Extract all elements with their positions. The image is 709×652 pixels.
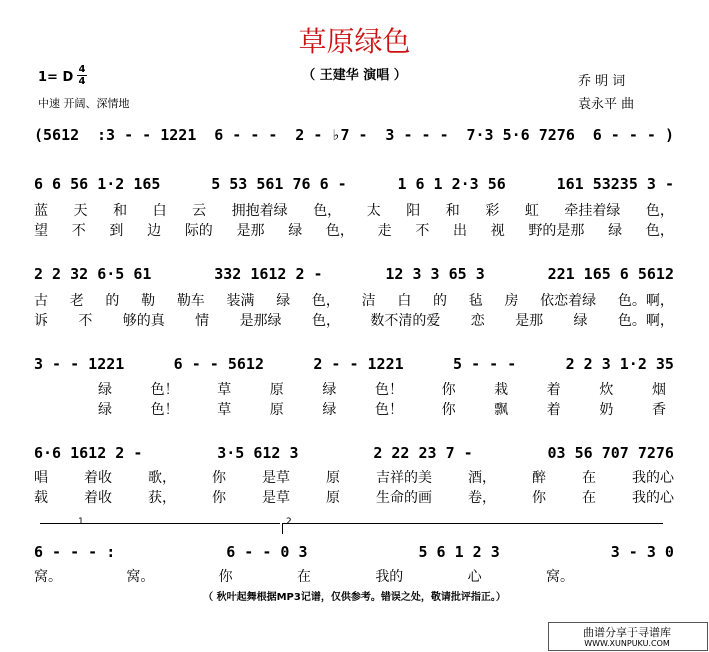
lyric: 卷， bbox=[468, 490, 496, 506]
lyric-line bbox=[34, 489, 674, 507]
lyric: 窝。 bbox=[545, 569, 574, 585]
lyric: 色， bbox=[311, 313, 340, 329]
lyric: 蓝 bbox=[34, 203, 48, 219]
lyric: 色， bbox=[645, 203, 674, 219]
lyric: 我的心 bbox=[632, 470, 674, 486]
tempo-marking: 中速 开阔、深情地 bbox=[38, 97, 130, 110]
lyric: 色， bbox=[325, 223, 354, 239]
lyric: 吉祥的美 bbox=[376, 470, 432, 486]
lyric: 不 bbox=[71, 223, 86, 239]
volta-number-2: 2 bbox=[286, 517, 292, 527]
lyric: 我的心 bbox=[632, 490, 674, 506]
lyric: 原 bbox=[269, 402, 284, 418]
composer-credit: 袁永平 曲 bbox=[578, 97, 635, 112]
lyric: 是那 bbox=[236, 223, 265, 239]
measure: 3·5 612 3 bbox=[217, 444, 299, 462]
measure: 12 3 3 65 3 bbox=[385, 265, 485, 283]
measure: 221 165 6 5612 bbox=[547, 265, 674, 283]
lyric: 云 bbox=[192, 203, 207, 219]
lyric: 装满 bbox=[226, 293, 255, 309]
lyric: 着收 bbox=[84, 470, 112, 486]
lyric-line bbox=[34, 469, 674, 487]
lyric: 诉 bbox=[34, 313, 48, 329]
lyric: 窝。 bbox=[34, 569, 62, 585]
lyric: 绿 bbox=[276, 293, 291, 309]
lyric: 你 bbox=[441, 382, 456, 398]
lyric: 绿 bbox=[322, 402, 337, 418]
lyric: 香 bbox=[651, 402, 666, 418]
lyric: 边 bbox=[147, 223, 162, 239]
volta-number-1: 1 bbox=[78, 517, 84, 527]
measure: 03 56 707 7276 bbox=[547, 444, 674, 462]
lyric: 房 bbox=[504, 293, 519, 309]
lyric: 出 bbox=[453, 223, 468, 239]
lyric: 和 bbox=[113, 203, 128, 219]
lyric: 够的真 bbox=[122, 313, 165, 329]
lyric-line bbox=[34, 222, 674, 240]
volta-bracket-1 bbox=[40, 523, 280, 534]
lyric: 老 bbox=[69, 293, 84, 309]
lyric: 生命的画 bbox=[376, 490, 432, 506]
lyric: 是草 bbox=[262, 470, 290, 486]
measure: 6 - - 5612 bbox=[173, 355, 264, 373]
lyric: 你 bbox=[218, 569, 233, 585]
singer-line: （ 王建华 演唱 ） bbox=[302, 68, 407, 83]
lyric: 色， bbox=[311, 293, 340, 309]
notation-line-4 bbox=[34, 355, 674, 373]
time-top: 4 bbox=[78, 64, 86, 75]
lyric: 色！ bbox=[374, 402, 403, 418]
lyric: 数不清的爱 bbox=[370, 313, 441, 329]
lyric: 唱 bbox=[34, 470, 48, 486]
notation-line-6 bbox=[34, 543, 674, 561]
lyric: 勒车 bbox=[176, 293, 205, 309]
lyric: 白 bbox=[397, 293, 412, 309]
lyric: 不 bbox=[415, 223, 430, 239]
watermark-site: 曲谱分享于寻谱库 bbox=[583, 626, 671, 639]
lyric: 醉 bbox=[532, 470, 546, 486]
lyric: 天 bbox=[73, 203, 88, 219]
lyric: 和 bbox=[445, 203, 460, 219]
measure: 5 53 561 76 6 - bbox=[211, 175, 347, 193]
lyric: 是草 bbox=[262, 490, 290, 506]
time-signature bbox=[77, 64, 87, 87]
measure: 5 6 1 2 3 bbox=[418, 543, 500, 561]
measure: 3 - 3 0 bbox=[610, 543, 674, 561]
measure: 2 2 3 1·2 35 bbox=[565, 355, 674, 373]
lyric-line bbox=[98, 381, 666, 399]
lyric-line bbox=[34, 202, 674, 220]
lyric-line bbox=[98, 401, 666, 419]
measure: 2 22 23 7 - bbox=[373, 444, 473, 462]
lyric: 的 bbox=[433, 293, 448, 309]
lyric: 你 bbox=[441, 402, 456, 418]
lyric: 野的是那 bbox=[528, 223, 585, 239]
measure: 2 - - 1221 bbox=[313, 355, 404, 373]
lyric-line bbox=[34, 568, 574, 586]
measure: 161 53235 3 - bbox=[556, 175, 674, 193]
key-signature: 1= D bbox=[38, 70, 74, 85]
lyric: 你 bbox=[212, 490, 226, 506]
lyric: 色。啊， bbox=[617, 293, 674, 309]
measure: 6·6 1612 2 - bbox=[34, 444, 143, 462]
measure: 332 1612 2 - bbox=[214, 265, 323, 283]
lyric: 到 bbox=[109, 223, 124, 239]
lyric: 走 bbox=[377, 223, 392, 239]
lyric: 的 bbox=[105, 293, 120, 309]
measure: 6 6 56 1·2 165 bbox=[34, 175, 161, 193]
volta-bracket-2 bbox=[282, 523, 663, 534]
lyric: 原 bbox=[326, 490, 340, 506]
measure: 1 6 1 2·3 56 bbox=[397, 175, 506, 193]
notation-line-2 bbox=[34, 175, 674, 193]
lyric: 绿 bbox=[98, 382, 112, 398]
lyric: 彩 bbox=[485, 203, 500, 219]
lyric: 草 bbox=[217, 402, 232, 418]
lyric: 载 bbox=[34, 490, 48, 506]
lyric: 获， bbox=[148, 490, 176, 506]
lyric: 望 bbox=[34, 223, 48, 239]
time-bottom: 4 bbox=[78, 76, 86, 87]
measure: (5612 bbox=[34, 126, 80, 144]
lyric-line bbox=[34, 292, 674, 310]
lyric: 情 bbox=[195, 313, 210, 329]
lyric: 在 bbox=[582, 490, 596, 506]
lyric: 太 bbox=[366, 203, 381, 219]
lyric: 飘 bbox=[494, 402, 509, 418]
measure: 6 - - 0 3 bbox=[226, 543, 308, 561]
notation-line-1 bbox=[34, 126, 674, 144]
lyric: 绿 bbox=[98, 402, 112, 418]
lyric: 是那绿 bbox=[239, 313, 282, 329]
lyric: 我的 bbox=[375, 569, 404, 585]
lyric: 色。啊， bbox=[617, 313, 674, 329]
measure: 2 - ♭7 - bbox=[295, 126, 368, 144]
lyric: 色！ bbox=[150, 382, 179, 398]
lyric: 色， bbox=[645, 223, 674, 239]
lyricist-credit: 乔 明 词 bbox=[578, 74, 626, 89]
measure: :3 - - 1221 bbox=[97, 126, 197, 144]
watermark-url: WWW.XUNPUKU.COM bbox=[584, 639, 670, 648]
lyric: 原 bbox=[269, 382, 284, 398]
lyric: 绿 bbox=[288, 223, 303, 239]
lyric: 色！ bbox=[374, 382, 403, 398]
lyric: 毡 bbox=[468, 293, 483, 309]
lyric: 歌， bbox=[148, 470, 176, 486]
lyric: 在 bbox=[296, 569, 311, 585]
lyric: 际的 bbox=[184, 223, 213, 239]
lyric: 视 bbox=[490, 223, 505, 239]
lyric: 酒， bbox=[468, 470, 496, 486]
lyric: 原 bbox=[326, 470, 340, 486]
lyric: 勒 bbox=[141, 293, 156, 309]
lyric: 色！ bbox=[150, 402, 179, 418]
measure: 2 2 32 6·5 61 bbox=[34, 265, 152, 283]
notation-line-5 bbox=[34, 444, 674, 462]
lyric: 在 bbox=[582, 470, 596, 486]
lyric: 牵挂着绿 bbox=[564, 203, 621, 219]
lyric: 拥抱着绿 bbox=[231, 203, 288, 219]
lyric: 绿 bbox=[573, 313, 588, 329]
lyric-line bbox=[34, 312, 674, 330]
notation-line-3 bbox=[34, 265, 674, 283]
lyric: 着 bbox=[546, 382, 561, 398]
lyric: 着 bbox=[546, 402, 561, 418]
lyric: 白 bbox=[152, 203, 167, 219]
lyric: 阳 bbox=[406, 203, 421, 219]
lyric: 栽 bbox=[494, 382, 509, 398]
lyric: 恋 bbox=[470, 313, 485, 329]
lyric: 草 bbox=[217, 382, 232, 398]
measure: 3 - - - bbox=[385, 126, 449, 144]
lyric: 洁 bbox=[361, 293, 376, 309]
measure: 3 - - 1221 bbox=[34, 355, 125, 373]
lyric: 古 bbox=[34, 293, 48, 309]
lyric: 烟 bbox=[651, 382, 666, 398]
measure: 6 - - - : bbox=[34, 543, 116, 561]
lyric: 炊 bbox=[599, 382, 614, 398]
lyric: 虹 bbox=[524, 203, 539, 219]
transcription-note: （ 秋叶起舞根据MP3记谱，仅供参考。错误之处，敬请批评指正。） bbox=[203, 592, 506, 603]
lyric: 奶 bbox=[599, 402, 614, 418]
lyric: 绿 bbox=[322, 382, 337, 398]
lyric: 窝。 bbox=[126, 569, 155, 585]
lyric: 绿 bbox=[608, 223, 623, 239]
lyric: 不 bbox=[78, 313, 93, 329]
song-title: 草原绿色 bbox=[298, 25, 411, 58]
lyric: 依恋着绿 bbox=[540, 293, 597, 309]
lyric: 是那 bbox=[515, 313, 544, 329]
lyric: 心 bbox=[467, 569, 482, 585]
lyric: 你 bbox=[212, 470, 226, 486]
lyric: 色， bbox=[313, 203, 342, 219]
measure: 6 - - - ) bbox=[592, 126, 674, 144]
lyric: 着收 bbox=[84, 490, 112, 506]
measure: 5 - - - bbox=[453, 355, 517, 373]
measure: 7·3 5·6 7276 bbox=[466, 126, 575, 144]
measure: 6 - - - bbox=[214, 126, 278, 144]
lyric: 你 bbox=[532, 490, 546, 506]
